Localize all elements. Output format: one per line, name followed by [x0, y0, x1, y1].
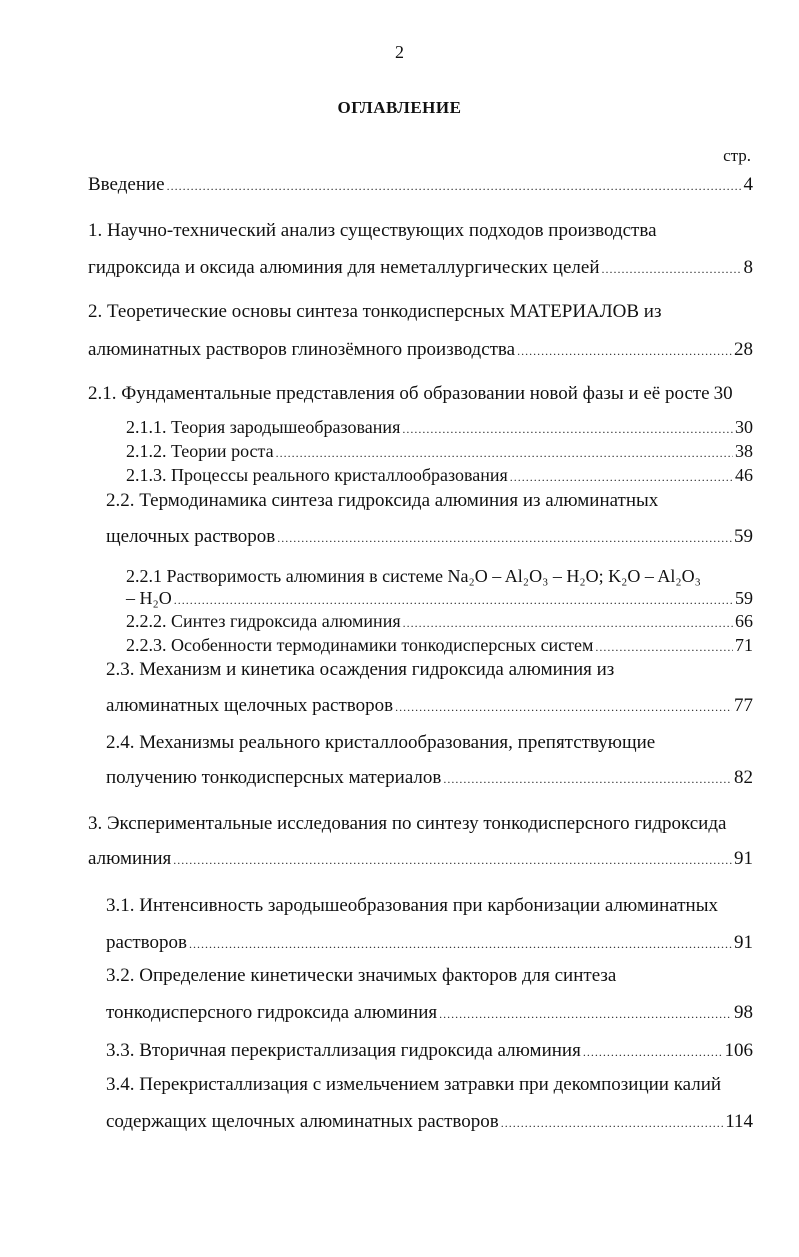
leader-dots: [167, 179, 742, 194]
toc-entry-2-4[interactable]: [106, 767, 753, 789]
leader-dots: [583, 1045, 723, 1060]
leader-dots: [402, 422, 733, 437]
toc-entry-title: 3.3. Вторичная перекристаллизация гидроксида алюминия: [106, 1040, 581, 1061]
toc-entry-page: 46: [735, 465, 753, 485]
toc-entry-title: Введение: [88, 174, 165, 195]
toc-entry-2-2-1[interactable]: [126, 588, 753, 609]
toc-entry-title: 2.1.3. Процессы реального кристаллообразования: [126, 465, 508, 485]
toc-entry-title: растворов: [106, 932, 187, 953]
toc-entry-page: 4: [743, 174, 753, 195]
toc-entry-page: 91: [734, 848, 753, 869]
toc-entry-page: 114: [725, 1111, 753, 1132]
toc-entry-3-3[interactable]: [106, 1040, 753, 1062]
toc-entry-title: щелочных растворов: [106, 526, 276, 547]
toc-entry-page: 91: [734, 932, 753, 953]
toc-entry-title: гидроксида и оксида алюминия для неметаллургических целей: [88, 257, 600, 278]
leader-dots: [517, 344, 732, 359]
toc-entry-intro[interactable]: [88, 174, 753, 196]
toc-entry-page: 82: [734, 767, 753, 788]
toc-entry-title: 2.1.2. Теории роста: [126, 441, 274, 461]
leader-dots: [443, 772, 732, 787]
toc-entry-page: 38: [735, 441, 753, 461]
toc-entry-2-2-line1[interactable]: 2.2. Термодинамика синтеза гидроксида алюминия из алюминатных: [106, 490, 659, 511]
toc-entry-title: алюминатных щелочных растворов: [106, 695, 394, 716]
toc-entry-3-1[interactable]: [106, 932, 753, 954]
leader-dots: [602, 262, 742, 277]
toc-entry-page: 30: [735, 417, 753, 437]
toc-entry-2-4-line1[interactable]: 2.4. Механизмы реального кристаллообразования, препятствующие: [106, 732, 656, 753]
leader-dots: [595, 640, 733, 655]
toc-entry-page: 71: [735, 635, 753, 655]
toc-entry-3[interactable]: [88, 848, 753, 870]
toc-entry-2-2-1-line1[interactable]: 2.2.1 Растворимость алюминия в системе Na₂O – Al₂O₃ – H₂O; K₂O – Al₂O₃: [126, 566, 701, 586]
toc-entry-title: тонкодисперсного гидроксида алюминия: [106, 1002, 438, 1023]
leader-dots: [276, 446, 733, 461]
toc-entry-title: содержащих щелочных алюминатных растворов: [106, 1111, 499, 1132]
toc-entry-3-line1[interactable]: 3. Экспериментальные исследования по синтезу тонкодисперсного гидроксида: [88, 813, 727, 834]
toc-entry-page: 77: [734, 695, 753, 716]
toc-entry-2[interactable]: [88, 339, 753, 361]
toc-entry-title: 2.1. Фундаментальные представления об образовании новой фазы и её росте: [88, 383, 710, 404]
toc-entry-page: 98: [734, 1002, 753, 1023]
toc-entry-title: алюминия: [88, 848, 172, 869]
toc-entry-title: алюминатных растворов глинозёмного производства: [88, 339, 516, 360]
toc-entry-title: 2.1.1. Теория зародышеобразования: [126, 417, 401, 437]
toc-entry-3-2-line1[interactable]: 3.2. Определение кинетически значимых факторов для синтеза: [106, 965, 617, 986]
toc-entry-page: 30: [713, 383, 733, 404]
toc-entry-page: 28: [734, 339, 753, 360]
leader-dots: [403, 616, 733, 631]
leader-dots: [173, 853, 732, 868]
leader-dots: [174, 593, 733, 608]
toc-entry-2-1-3[interactable]: [126, 465, 753, 486]
toc-entry-1-line1[interactable]: 1. Научно-технический анализ существующих подходов производства: [88, 220, 657, 241]
toc-entry-2-1-1[interactable]: [126, 417, 753, 438]
toc-entry-2-2-3[interactable]: [126, 635, 753, 656]
leader-dots: [501, 1116, 724, 1131]
toc-entry-page: 59: [734, 526, 753, 547]
leader-dots: [510, 470, 733, 485]
toc-entry-2-2[interactable]: [106, 526, 753, 548]
toc-entry-2-2-2[interactable]: [126, 611, 753, 632]
toc-entry-title: 2.2.3. Особенности термодинамики тонкодисперсных систем: [126, 635, 594, 655]
toc-entry-title: 2.2.2. Синтез гидроксида алюминия: [126, 611, 401, 631]
leader-dots: [277, 531, 732, 546]
page-column-label: стр.: [723, 146, 751, 165]
toc-entry-page: 66: [735, 611, 753, 631]
toc-entry-title: получению тонкодисперсных материалов: [106, 767, 442, 788]
leader-dots: [189, 937, 732, 952]
leader-dots: [439, 1007, 732, 1022]
toc-entry-3-1-line1[interactable]: 3.1. Интенсивность зародышеобразования при карбонизации алюминатных: [106, 895, 718, 916]
toc-entry-2-1-2[interactable]: [126, 441, 753, 462]
toc-entry-3-4[interactable]: [106, 1111, 753, 1133]
toc-entry-3-4-line1[interactable]: 3.4. Перекристаллизация с измельчением затравки при декомпозиции калий: [106, 1074, 722, 1095]
leader-dots: [395, 700, 732, 715]
toc-entry-page: 106: [724, 1040, 753, 1061]
toc-entry-2-line1[interactable]: 2. Теоретические основы синтеза тонкодисперсных МАТЕРИАЛОВ из: [88, 301, 662, 322]
page-title: ОГЛАВЛЕНИЕ: [337, 98, 462, 117]
toc-entry-page: 59: [735, 588, 753, 608]
toc-entry-1[interactable]: [88, 257, 753, 279]
toc-entry-page: 8: [743, 257, 753, 278]
toc-entry-3-2[interactable]: [106, 1002, 753, 1024]
page-number: 2: [395, 42, 404, 62]
toc-entry-2-1[interactable]: [88, 383, 753, 405]
toc-entry-2-3-line1[interactable]: 2.3. Механизм и кинетика осаждения гидроксида алюминия из: [106, 659, 615, 680]
toc-entry-2-3[interactable]: [106, 695, 753, 717]
toc-entry-title: – H₂O: [126, 588, 172, 608]
